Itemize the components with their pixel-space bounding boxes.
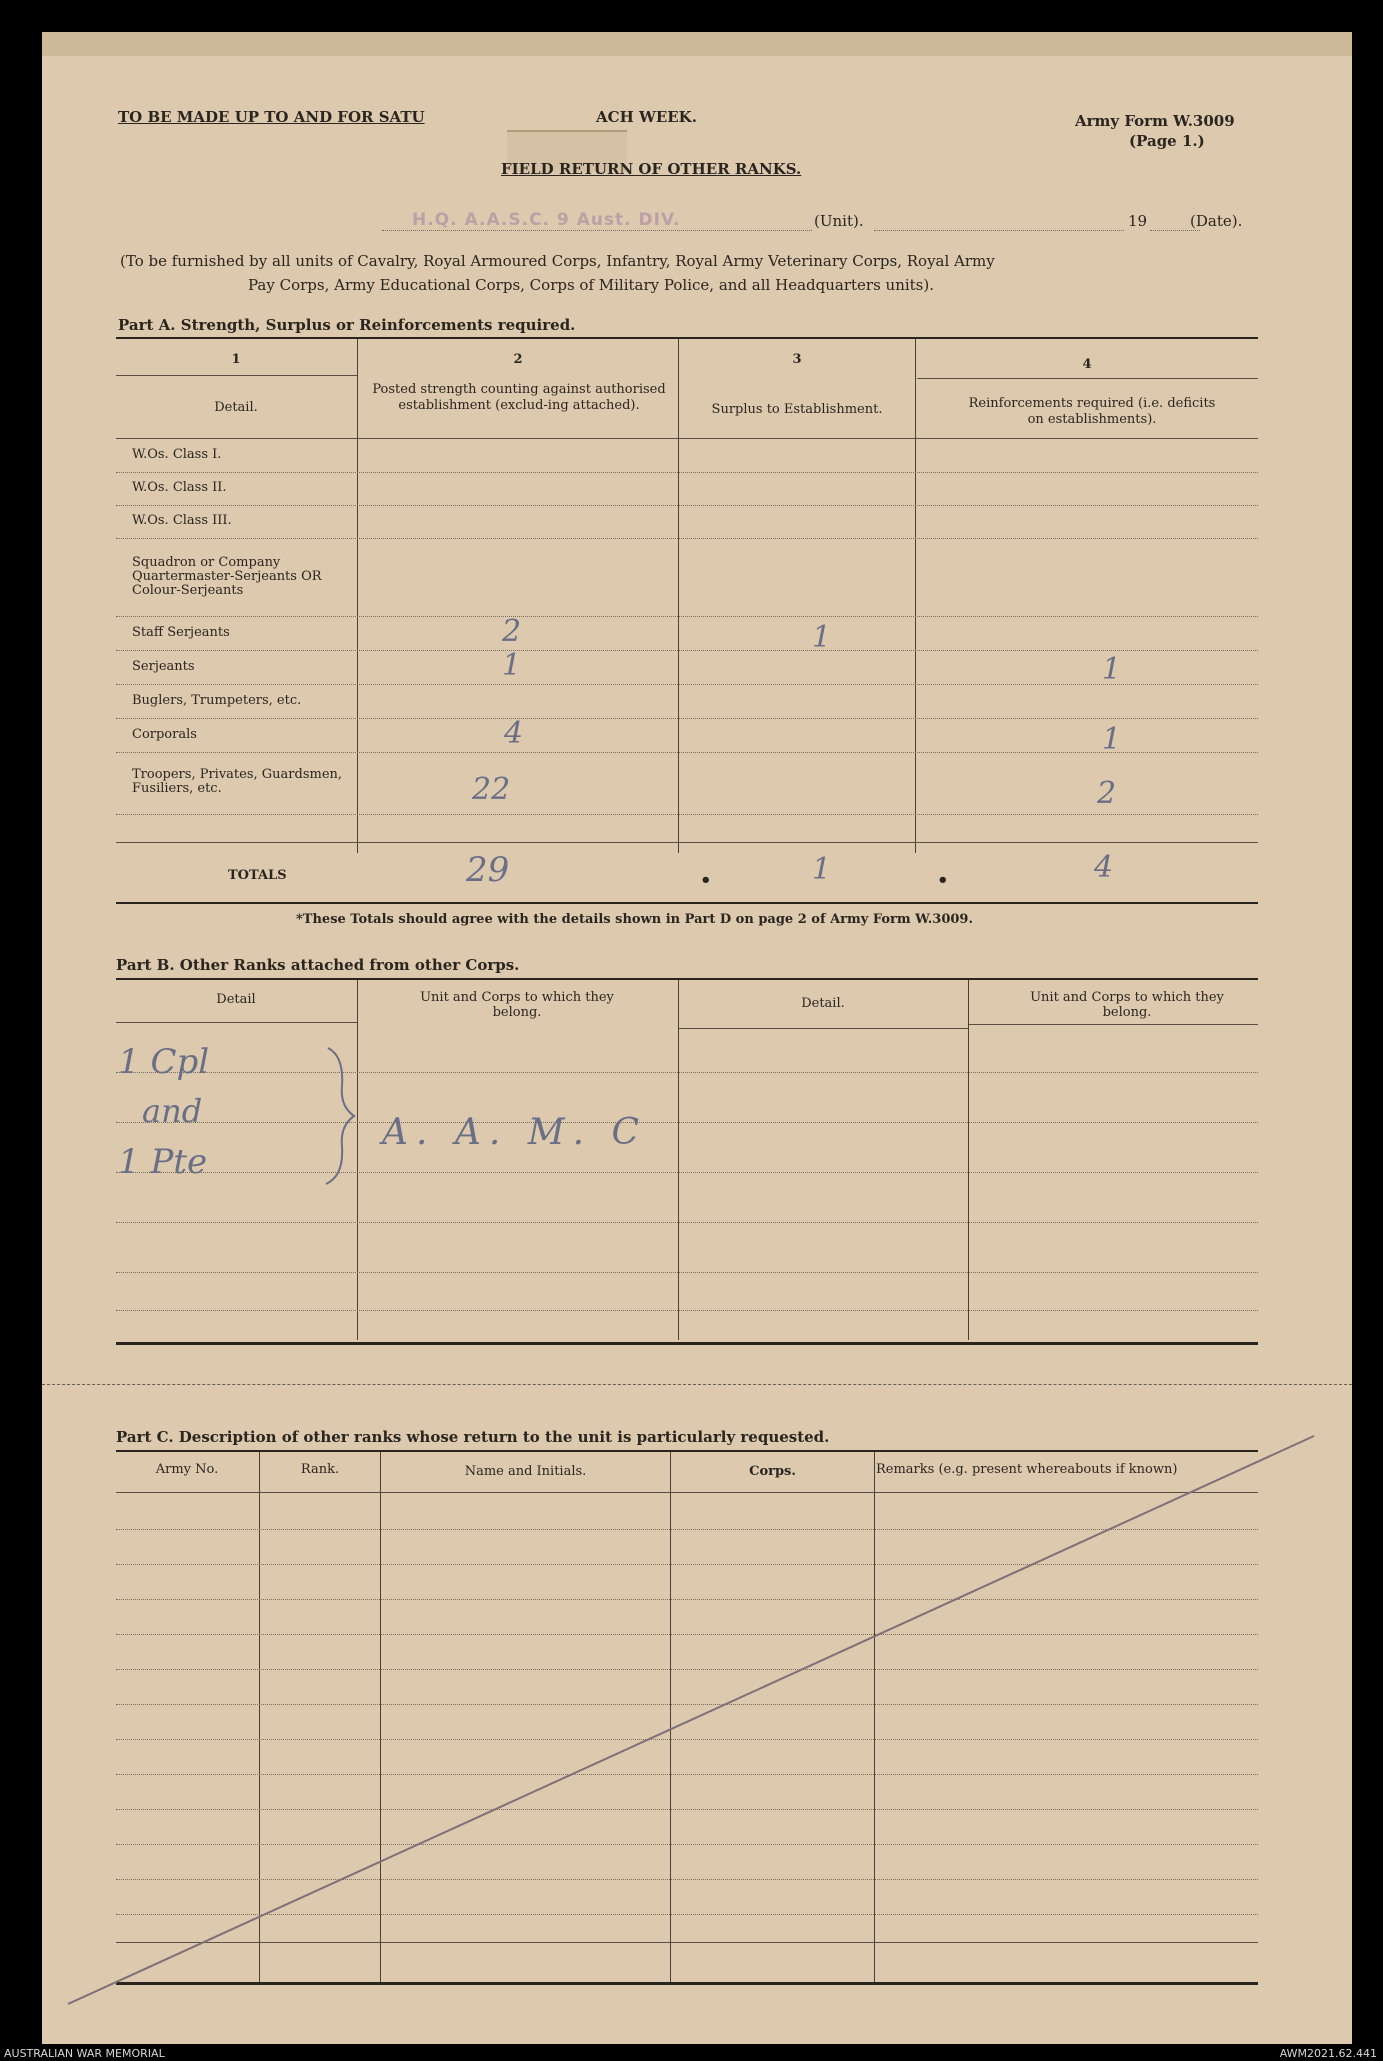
row-label-cqms: Squadron or Company Quartermaster-Serjeants OR Colour-Serjeants: [132, 555, 322, 598]
hw-totals-reinf: 4: [1094, 850, 1114, 885]
part-b-col-detail-2: Detail.: [801, 996, 845, 1011]
col-number-1: 1: [231, 352, 241, 367]
form-id: Army Form W.3009: [1075, 112, 1235, 130]
col-header-posted: Posted strength counting against authorised establishment (exclud-ing attached).: [372, 382, 666, 413]
hw-staff-serjeants-surplus: 1: [812, 620, 832, 655]
hw-totals-surplus: 1: [812, 852, 832, 887]
hw-serjeants-reinf: 1: [1102, 652, 1122, 687]
col-number-2: 2: [513, 352, 523, 367]
part-a-footnote: *These Totals should agree with the details shown in Part D on page 2 of Army Form W.3009.: [296, 912, 973, 927]
hw-part-b-detail-1: 1 Cpl: [118, 1042, 210, 1082]
row-label-corporals: Corporals: [132, 727, 197, 742]
footer-accession: AWM2021.62.441: [1279, 2047, 1377, 2060]
col-number-3: 3: [792, 352, 802, 367]
instructions-line1: (To be furnished by all units of Cavalry, Royal Armoured Corps, Infantry, Royal Army Veterinary Corps, Royal Army: [120, 252, 995, 270]
totals-asterisk-surplus: •: [700, 870, 712, 891]
totals-label: TOTALS: [228, 868, 287, 883]
part-c-col-remarks: Remarks (e.g. present whereabouts if known): [876, 1462, 1178, 1477]
part-b-col-unit-2: Unit and Corps to which they belong.: [1030, 990, 1224, 1020]
row-label-wo3: W.Os. Class III.: [132, 513, 232, 528]
part-c-col-name: Name and Initials.: [464, 1464, 587, 1479]
hw-part-b-unit: A. A. M. C: [382, 1112, 648, 1153]
totals-asterisk-reinf: •: [937, 870, 949, 891]
header-instruction-cont: ACH WEEK.: [596, 108, 697, 126]
hw-troopers-reinf: 2: [1097, 776, 1117, 811]
form-title: FIELD RETURN OF OTHER RANKS.: [501, 160, 802, 178]
cancel-slash: [42, 32, 1352, 2044]
row-label-wo1: W.Os. Class I.: [132, 447, 222, 462]
instructions-line2: Pay Corps, Army Educational Corps, Corps of Military Police, and all Headquarters units).: [248, 276, 935, 294]
hw-staff-serjeants-posted: 2: [502, 614, 522, 649]
col-number-4: 4: [1082, 357, 1092, 372]
part-a-heading: Part A. Strength, Surplus or Reinforcements required.: [118, 316, 576, 334]
hw-part-b-detail-3: 1 Pte: [118, 1142, 208, 1182]
col-header-detail: Detail.: [214, 400, 258, 415]
unit-stamp: H.Q. A.A.S.C. 9 Aust. DIV.: [412, 210, 681, 230]
part-b-col-detail: Detail: [216, 992, 256, 1007]
hw-part-b-detail-2: and: [142, 1092, 203, 1130]
row-label-staff-serjeants: Staff Serjeants: [132, 625, 230, 640]
part-b-col-unit: Unit and Corps to which they belong.: [420, 990, 614, 1020]
hw-serjeants-posted: 1: [502, 648, 522, 683]
date-label: (Date).: [1190, 212, 1243, 230]
year-label: 19: [1128, 212, 1148, 230]
row-label-serjeants: Serjeants: [132, 659, 195, 674]
part-c-heading: Part C. Description of other ranks whose return to the unit is particularly requested.: [116, 1428, 830, 1446]
col-header-reinf: Reinforcements required (i.e. deficits on establishments).: [968, 396, 1216, 427]
unit-label: (Unit).: [814, 212, 864, 230]
header-instruction: TO BE MADE UP TO AND FOR SATU: [118, 108, 425, 126]
part-b-heading: Part B. Other Ranks attached from other Corps.: [116, 956, 520, 974]
page-number: (Page 1.): [1129, 132, 1205, 150]
col-header-surplus: Surplus to Establishment.: [711, 402, 883, 417]
hw-corporals-posted: 4: [504, 716, 524, 751]
part-c-col-rank: Rank.: [300, 1462, 340, 1477]
hw-troopers-posted: 22: [472, 772, 511, 807]
form-sheet: [42, 32, 1352, 2044]
row-label-wo2: W.Os. Class II.: [132, 480, 227, 495]
hw-corporals-reinf: 1: [1102, 722, 1122, 757]
row-label-troopers: Troopers, Privates, Guardsmen, Fusiliers, etc.: [132, 767, 343, 796]
row-label-buglers: Buglers, Trumpeters, etc.: [132, 693, 302, 708]
footer-credit: AUSTRALIAN WAR MEMORIAL: [4, 2047, 165, 2060]
part-c-col-army-no: Army No.: [155, 1462, 219, 1477]
part-c-col-corps: Corps.: [749, 1464, 796, 1479]
hw-totals-posted: 29: [466, 850, 510, 890]
